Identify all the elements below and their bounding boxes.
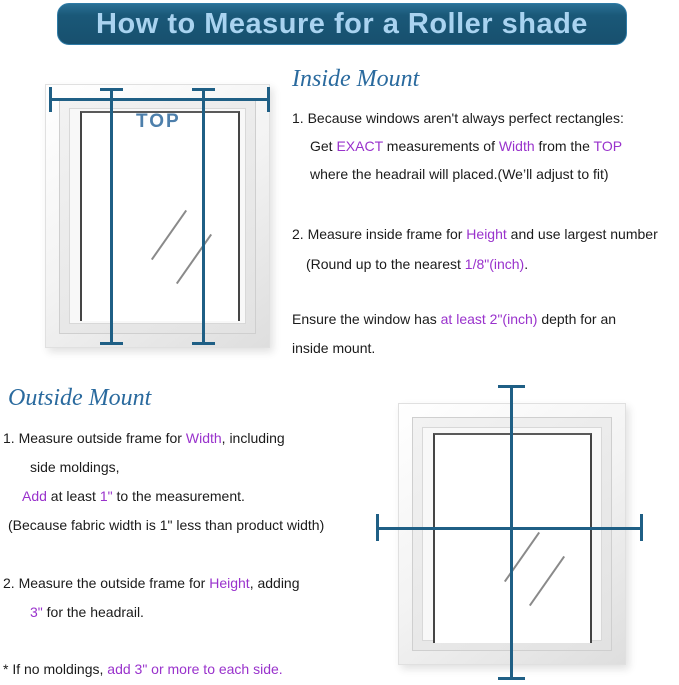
inside-step-1 bbox=[292, 104, 624, 188]
outside-step-2 bbox=[3, 569, 300, 627]
text-line: 3" for the headrail. bbox=[30, 604, 144, 620]
outside-mount-heading: Outside Mount bbox=[8, 385, 152, 411]
measure-t-cap-bottom bbox=[498, 677, 525, 680]
measure-t-cap-top bbox=[498, 385, 525, 388]
text-line: 2. Measure inside frame for Height and use largest number bbox=[292, 226, 658, 242]
text-line: Get EXACT measurements of Width from the TOP bbox=[310, 138, 623, 154]
text-line: Add at least 1" to the measurement. bbox=[22, 488, 245, 504]
height-measure-line-left bbox=[110, 89, 113, 345]
text-line: inside mount. bbox=[292, 340, 376, 356]
text-line: side moldings, bbox=[30, 459, 120, 475]
inside-mount-heading: Inside Mount bbox=[292, 66, 420, 92]
glass-reflection bbox=[529, 556, 565, 606]
height-measure-line-right bbox=[202, 89, 205, 345]
text-line: (Because fabric width is 1" less than product width) bbox=[8, 517, 325, 533]
text-line: where the headrail will placed.(We’ll adjust to fit) bbox=[310, 166, 609, 182]
inside-depth-note bbox=[292, 305, 616, 363]
top-label: TOP bbox=[136, 111, 181, 132]
width-measure-line bbox=[50, 98, 270, 101]
measure-end-cap-left bbox=[376, 514, 379, 541]
text-line: * If no moldings, add 3" or more to each side. bbox=[3, 661, 283, 677]
glass-reflection bbox=[151, 210, 187, 260]
measure-end-cap-left bbox=[49, 87, 52, 112]
page-title: How to Measure for a Roller shade bbox=[57, 3, 627, 45]
text-line: 2. Measure the outside frame for Height, adding bbox=[3, 575, 300, 591]
width-measure-line bbox=[377, 527, 643, 530]
inside-step-2 bbox=[292, 219, 658, 279]
measure-t-cap bbox=[192, 88, 215, 91]
measure-end-cap-right bbox=[640, 514, 643, 541]
window-glass bbox=[80, 111, 240, 321]
outside-moldings-note bbox=[3, 655, 283, 684]
measure-end-cap-right bbox=[267, 87, 270, 112]
outside-step-1 bbox=[3, 424, 324, 540]
text-line: Ensure the window has at least 2"(inch) depth for an bbox=[292, 311, 617, 327]
text-line: 1. Because windows aren't always perfect rectangles: bbox=[292, 110, 624, 126]
text-line: 1. Measure outside frame for Width, including bbox=[3, 430, 285, 446]
glass-reflection bbox=[176, 234, 212, 284]
measure-t-cap bbox=[100, 88, 123, 91]
measure-t-cap bbox=[192, 342, 215, 345]
height-measure-line bbox=[510, 386, 513, 680]
text-line: (Round up to the nearest 1/8"(inch). bbox=[306, 256, 529, 272]
measure-t-cap bbox=[100, 342, 123, 345]
